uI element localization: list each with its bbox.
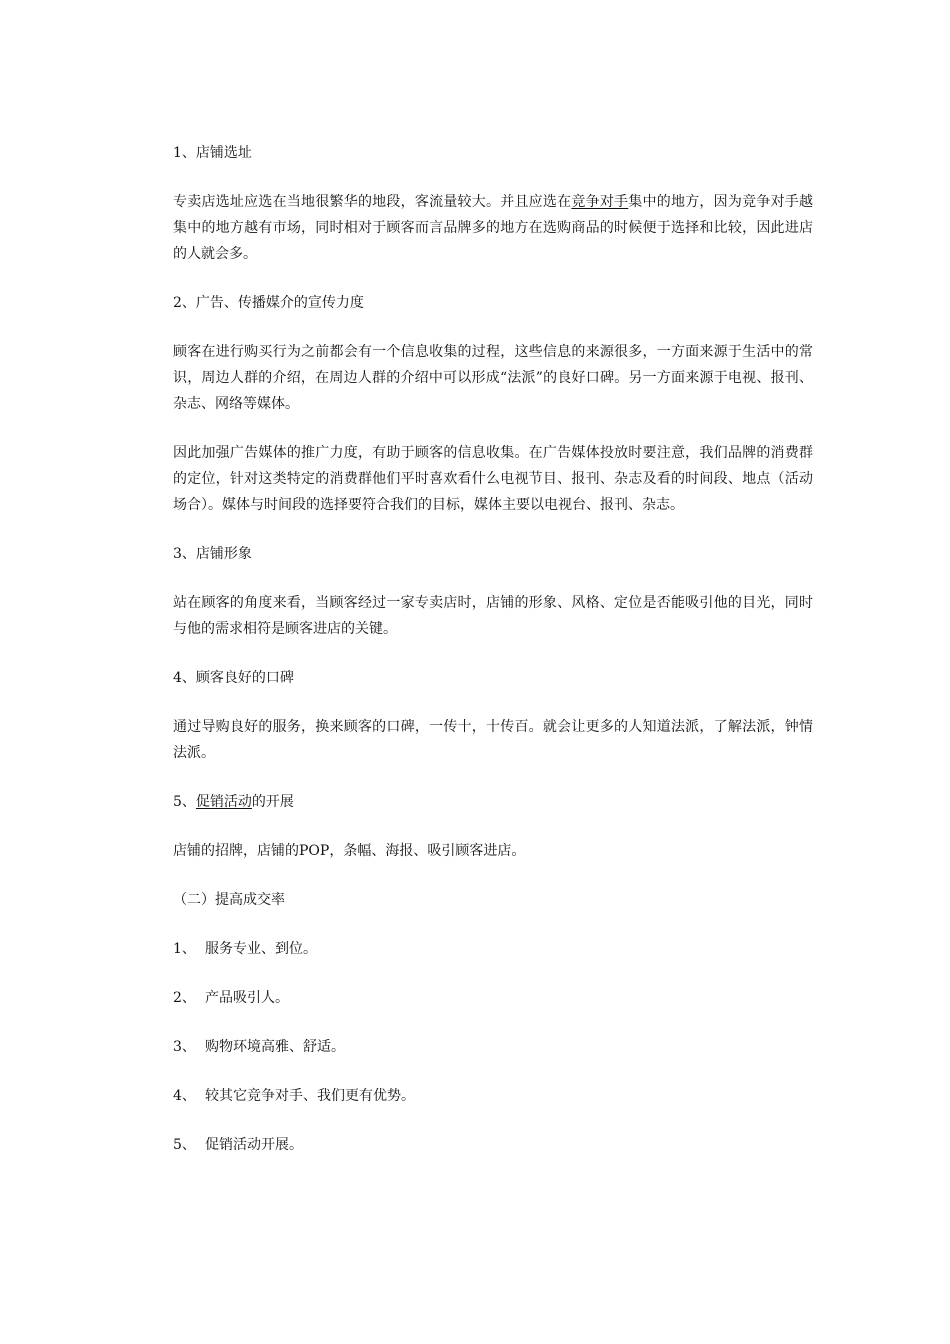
list-item-text: 产品吸引人。: [205, 990, 289, 1006]
section-3-heading: 3、店铺形象: [173, 546, 252, 562]
list-item-text: 服务专业、到位。: [205, 941, 317, 957]
list-item: [173, 1034, 813, 1060]
promotion-link[interactable]: 促销活动: [195, 794, 252, 810]
section-5-paragraph: 店铺的招牌，店铺的POP，条幅、海报、吸引顾客进店。: [173, 843, 526, 859]
section-1-text-a: 专卖店选址应选在当地很繁华的地段，客流量较大。并且应选在: [173, 194, 572, 210]
list-item-number: 1、: [173, 941, 196, 957]
list-item-text: 购物环境高雅、舒适。: [205, 1039, 345, 1055]
list-item-number: 2、: [173, 990, 196, 1006]
list-item-number: 4、: [173, 1088, 196, 1104]
competitor-link[interactable]: 竞争对手: [571, 194, 629, 210]
section-5-heading-rest: 的开展: [251, 794, 294, 810]
list-item-text: 较其它竞争对手、我们更有优势。: [205, 1088, 415, 1104]
section-2-paragraph-1: 顾客在进行购买行为之前都会有一个信息收集的过程，这些信息的来源很多，一方面来源于生活中的常识，周边人群的介绍，在周边人群的介绍中可以形成“法派”的良好口碑。另一方面来源于电视、报刊、杂志、网络等媒体。: [173, 344, 813, 412]
list-item-number: 3、: [173, 1039, 196, 1055]
section-4-heading: 4、顾客良好的口碑: [173, 670, 294, 686]
list-item-text: 促销活动开展。: [205, 1137, 303, 1153]
list-item: [173, 1132, 813, 1158]
section-3-paragraph: 站在顾客的角度来看，当顾客经过一家专卖店时，店铺的形象、风格、定位是否能吸引他的目光，同时与他的需求相符是顾客进店的关键。: [173, 595, 813, 637]
section-4-paragraph: 通过导购良好的服务，换来顾客的口碑，一传十，十传百。就会让更多的人知道法派，了解法派，钟情法派。: [173, 719, 813, 761]
section-5-heading: [173, 789, 813, 815]
list-item-number: 5、: [173, 1137, 196, 1153]
section-5-heading-num: 5、: [173, 794, 196, 810]
section-1-text-b: 集中的地方，因为竞争对手越集中的地方越有市场，同时相对于顾客而言品牌多的地方在选购商品的时候便于选择和比较，因此进店的人就会多。: [173, 194, 814, 262]
list-item: [173, 1083, 813, 1109]
list-item: [173, 985, 813, 1011]
part-2-heading: （二）提高成交率: [173, 892, 285, 908]
section-1-paragraph: [173, 189, 813, 267]
section-2-paragraph-2: 因此加强广告媒体的推广力度，有助于顾客的信息收集。在广告媒体投放时要注意，我们品牌的消费群的定位，针对这类特定的消费群他们平时喜欢看什么电视节目、报刊、杂志及看的时间段、地点（活动场合）。媒体与时间段的选择要符合我们的目标，媒体主要以电视台、报刊、杂志。: [173, 445, 813, 513]
list-item: [173, 936, 813, 962]
section-1-heading: 1、店铺选址: [173, 145, 252, 161]
section-2-heading: 2、广告、传播媒介的宣传力度: [173, 295, 364, 311]
document-body: [173, 140, 813, 1181]
